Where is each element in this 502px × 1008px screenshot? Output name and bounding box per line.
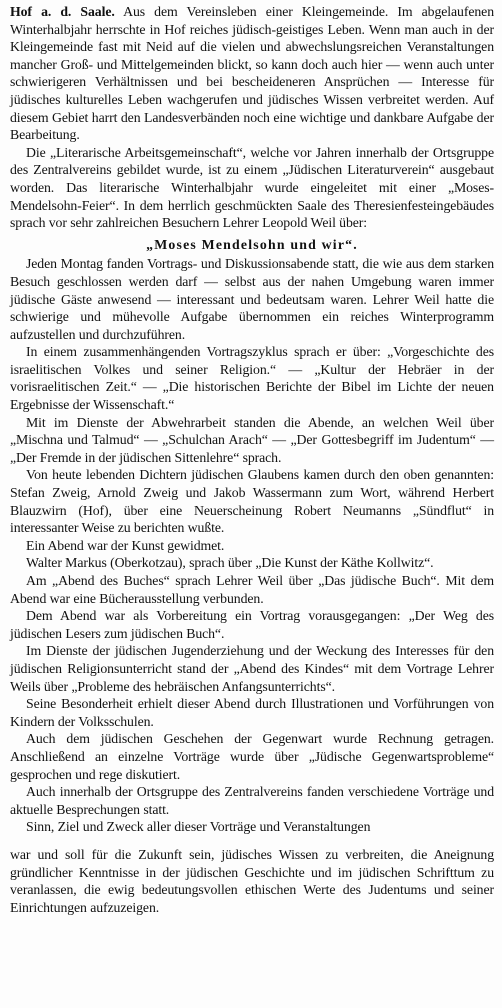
article-paragraph-3: Jeden Montag fanden Vortrags- und Diskussionsabende statt, die wie aus dem starken Besuch geschlossen werden darf — selbst aus der nahen Umgebung waren immer jüdische Gäste anwesend — interessant und bedeutsam waren. Lehrer Weil hatte die schwierige und mühevolle Aufgabe übernommen ein reiches Winterprogramm aufzustellen und durchzuführen. bbox=[10, 256, 494, 342]
article-paragraph-8: Walter Markus (Oberkotzau), sprach über „Die Kunst der Käthe Kollwitz“. bbox=[26, 555, 434, 571]
lecture-title: „Moses Mendelsohn und wir“. bbox=[146, 236, 358, 252]
article-paragraph-2: Die „Literarische Arbeitsgemeinschaft“, welche vor Jahren innerhalb der Ortsgruppe des Zentralvereins gebildet wurde, ist zu einem „Jüdischen Literaturverein“ ausgebaut worden. Das literarische Winterhalbjahr wurde eingeleitet mit einer „Moses-Mendelsohn-Feier“. In dem herrlich geschmückten Saale des Theresienfesteingebäudes sprach vor sehr zahlreichen Besuchern Lehrer Leopold Weil über: bbox=[10, 144, 494, 231]
article-paragraph-15: Sinn, Ziel und Zweck aller dieser Vorträge und Veranstaltungen bbox=[26, 819, 371, 835]
article-paragraph-11: Im Dienste der jüdischen Jugenderziehung und der Weckung des Interesses für den jüdischen Religionsunterricht stand der „Abend des Kindes“ mit dem Vortrage Lehrer Weils über „Probleme des hebräischen Anfangsunterrichts“. bbox=[10, 643, 494, 694]
article-paragraph-4: In einem zusammenhängenden Vortragszyklus sprach er über: „Vorgeschichte des israelitischen Volkes und seiner Religion.“ — „Kultur der Hebräer in der vorisraelitischen Zeit.“ — „Die historischen Berichte der Bibel im Lichte der neuen Ergebnisse der Wissenschaft.“ bbox=[10, 344, 494, 413]
article-paragraph-12: Seine Besonderheit erhielt dieser Abend durch Illustrationen und Vorführungen von Kindern der Volksschulen. bbox=[10, 696, 494, 729]
article-paragraph-7: Ein Abend war der Kunst gewidmet. bbox=[26, 537, 225, 553]
article-paragraph-5: Mit im Dienste der Abwehrarbeit standen die Abende, an welchen Weil über „Mischna und Talmud“ — „Schulchan Arach“ — „Der Gottesbegriff im Judentum“ — „Der Fremde in der jüdischen Sittenlehre“ sprach. bbox=[10, 414, 494, 465]
article-paragraph-10: Dem Abend war als Vorbereitung ein Vortrag vorausgegangen: „Der Weg des jüdischen Lesers zum jüdischen Buch“. bbox=[10, 608, 494, 641]
article-dateline: Hof a. d. Saale. bbox=[10, 4, 115, 19]
article-paragraph-1 bbox=[10, 3, 494, 144]
article-paragraph-1-text: Aus dem Vereinsleben einer Kleingemeinde. Im abgelaufenen Winterhalbjahr herrschte in Hof reiches jüdisch-geistiges Leben. Wenn man auch in der Kleingemeinde fast mit Neid auf die vielen und abwechslungsreichen Veranstaltungen mancher Groß- und Mittelgemeinden blickt, so kann doch auch hier — wenn auch unter schwierigeren Verhältnissen und bei bescheideneren Ansprüchen — Interesse für jüdisches kulturelles Leben wachgerufen und jüdisches Wissen verbreitet werden. Auf diesem Gebiet harrt den Landesverbänden noch eine wichtige und dankbare Aufgabe der Bearbeitung. bbox=[10, 4, 494, 143]
article-paragraph-6: Von heute lebenden Dichtern jüdischen Glaubens kamen durch den oben genannten: Stefan Zweig, Arnold Zweig und Jakob Wassermann zum Wort, während Herbert Blauzwirn (Hof), über eine Neuerscheinung Robert Neumanns „Sündflut“ in interessanter Weise zu berichten wußte. bbox=[10, 467, 494, 536]
article-paragraph-9: Am „Abend des Buches“ sprach Lehrer Weil über „Das jüdische Buch“. Mit dem Abend war eine Bücherausstellung verbunden. bbox=[10, 573, 494, 606]
article-paragraph-14: Auch innerhalb der Ortsgruppe des Zentralvereins fanden verschiedene Vorträge und aktuelle Besprechungen statt. bbox=[10, 784, 494, 817]
article-paragraph-16: war und soll für die Zukunft sein, jüdisches Wissen zu verbreiten, die Aneignung gründlicher Kenntnisse in der jüdischen Geschichte und im jüdischen Schrifttum zu veranlassen, die ewig bedeutungsvollen ethischen Werte des Judentums und seiner Einrichtungen aufzuzeigen. bbox=[10, 846, 494, 915]
article-paragraph-13: Auch dem jüdischen Geschehen der Gegenwart wurde Rechnung getragen. Anschließend an einzelne Vorträge wurde über „Jüdische Gegenwartsprobleme“ gesprochen und rege diskutiert. bbox=[10, 731, 494, 782]
